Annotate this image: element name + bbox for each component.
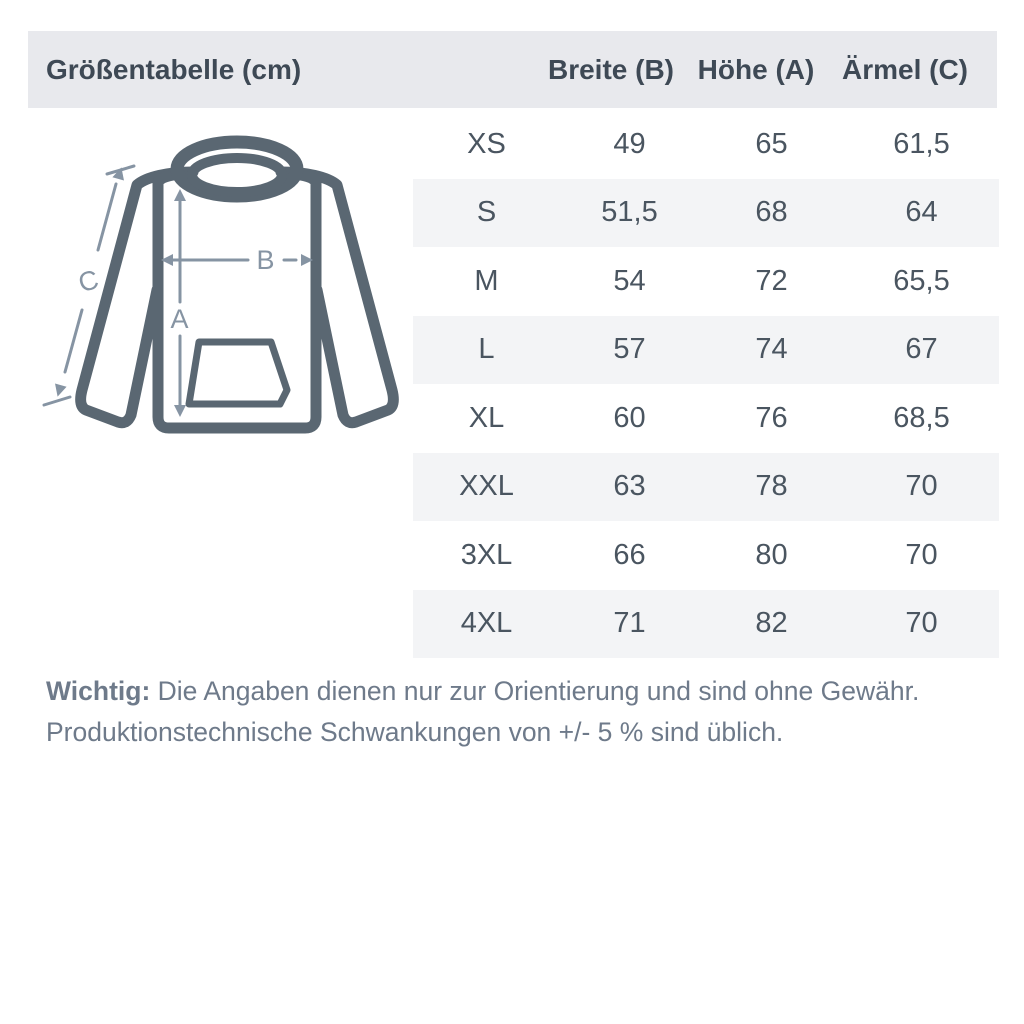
value-cell: 54 <box>613 264 646 297</box>
value-cell: 57 <box>613 333 646 366</box>
table-row-3xl <box>413 521 999 590</box>
value-cell: 80 <box>755 538 788 571</box>
value-cell: 76 <box>755 401 788 434</box>
value-cell: 82 <box>755 607 788 640</box>
table-row-m <box>413 247 999 316</box>
size-cell: S <box>476 196 497 229</box>
value-cell: 49 <box>613 127 646 160</box>
value-cell: 71 <box>613 607 646 640</box>
hoodie-left-sleeve <box>81 172 193 423</box>
value-cell: 67 <box>905 333 938 366</box>
value-cell: 78 <box>755 470 788 503</box>
column-header-breite: Breite (B) <box>547 53 674 85</box>
value-cell: 72 <box>755 264 788 297</box>
dimension-label-c: C <box>75 263 103 299</box>
column-header-hoehe: Höhe (A) <box>697 53 815 85</box>
hoodie-diagram <box>40 118 420 448</box>
page-title: Größentabelle (cm) <box>46 53 302 85</box>
table-row-s <box>413 179 999 248</box>
disclaimer-line2: Produktionstechnische Schwankungen von +/- 5 % sind üblich. <box>46 717 784 747</box>
dimension-tick-bottom <box>44 397 70 405</box>
size-cell: M <box>474 264 499 297</box>
table-header-band <box>28 31 997 108</box>
size-table <box>413 110 999 658</box>
table-row-xxl <box>413 453 999 522</box>
dimension-label-a: A <box>170 304 190 334</box>
value-cell: 51,5 <box>601 196 658 229</box>
size-cell: 3XL <box>460 538 513 571</box>
value-cell: 74 <box>755 333 788 366</box>
value-cell: 68 <box>755 196 788 229</box>
value-cell: 66 <box>613 538 646 571</box>
hoodie-illustration <box>40 118 420 448</box>
size-cell: L <box>478 333 495 366</box>
value-cell: 64 <box>905 196 938 229</box>
hoodie-right-sleeve <box>281 172 393 423</box>
disclaimer-note <box>46 671 981 753</box>
dimension-arrow-c <box>98 184 116 250</box>
column-header-aermel: Ärmel (C) <box>841 53 968 85</box>
value-cell: 70 <box>905 607 938 640</box>
size-cell: XXL <box>459 470 514 503</box>
size-cell: 4XL <box>460 607 513 640</box>
value-cell: 63 <box>613 470 646 503</box>
value-cell: 70 <box>905 470 938 503</box>
disclaimer-label: Wichtig: <box>46 676 151 706</box>
table-row-4xl <box>413 590 999 659</box>
value-cell: 61,5 <box>893 127 950 160</box>
value-cell: 68,5 <box>893 401 950 434</box>
hoodie-pocket <box>189 342 287 404</box>
value-cell: 60 <box>613 401 646 434</box>
value-cell: 65,5 <box>893 264 950 297</box>
dimension-label-b: B <box>256 245 276 275</box>
table-row-xs <box>413 110 999 179</box>
disclaimer-line1: Die Angaben dienen nur zur Orientierung und sind ohne Gewähr. <box>157 676 920 706</box>
hood-opening <box>192 158 282 192</box>
size-cell: XS <box>467 127 506 160</box>
size-cell: XL <box>468 401 505 434</box>
table-row-xl <box>413 384 999 453</box>
table-row-l <box>413 316 999 385</box>
value-cell: 70 <box>905 538 938 571</box>
value-cell: 65 <box>755 127 788 160</box>
